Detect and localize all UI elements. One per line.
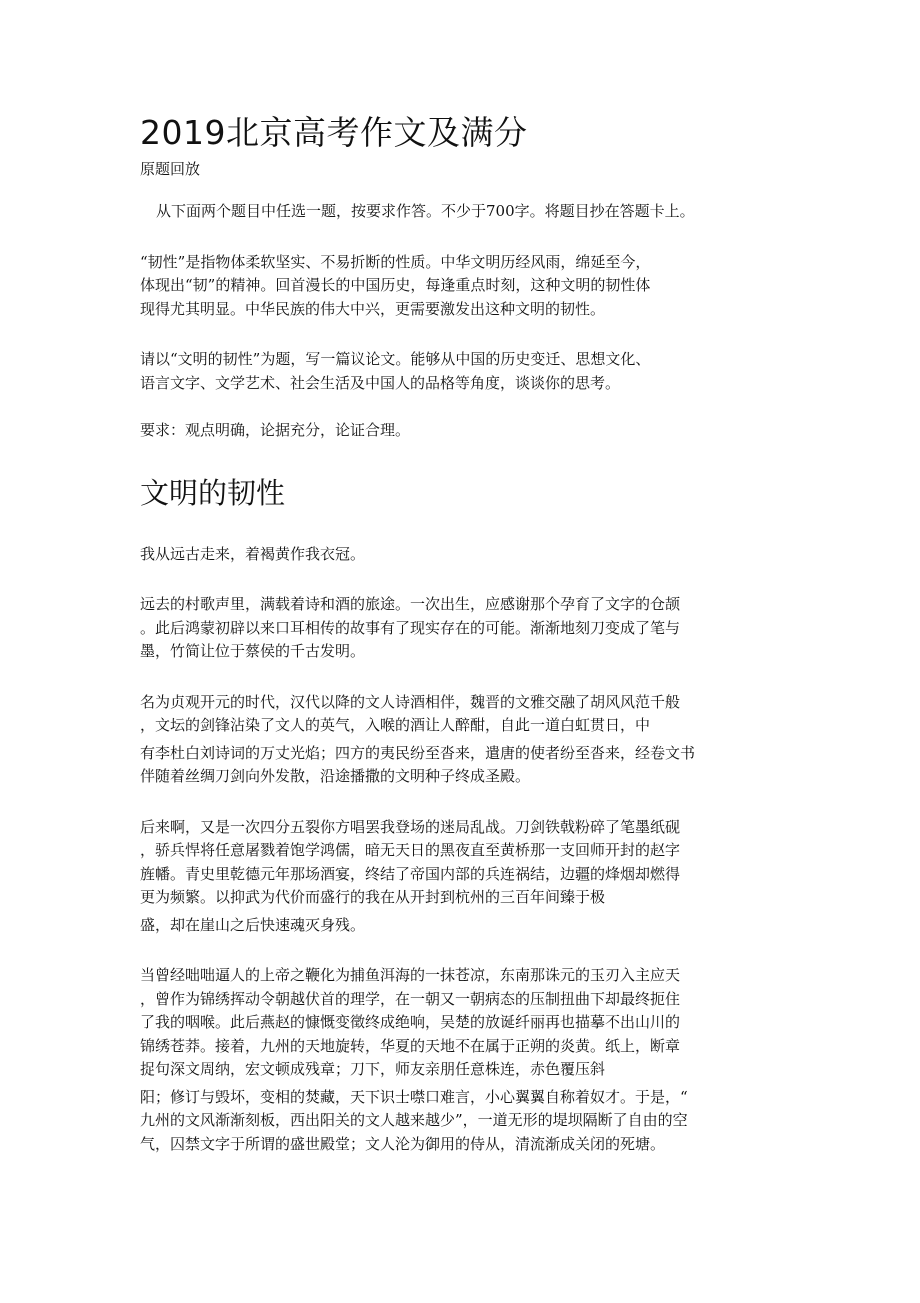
text-line: 盛，却在崖山之后快速魂灭身残。 [140, 915, 366, 934]
instruction-paragraph: 从下面两个题目中任选一题，按要求作答。不少于700字。将题目抄在答题卡上。 [156, 202, 695, 220]
text-line: 现得尤其明显。中华民族的伟大中兴，更需要激发出这种文明的韧性。 [140, 299, 606, 318]
text-line: 阳；修订与毁坏，变相的焚藏，天下识士噤口难言，小心翼翼自称着奴才。于是，“ [140, 1087, 688, 1106]
essay-paragraph-2 [140, 593, 785, 664]
text-line: 远去的村歌声里，满载着诗和酒的旅途。一次出生，应感谢那个孕育了文字的仓颉 [140, 595, 681, 613]
text-line: ，曾作为锦绣挥动令朝越伏首的理学，在一朝又一朝病态的压制扭曲下却最终扼住 [140, 989, 681, 1008]
text-line: 捉句深文周纳，宏文顿成残章；刀下，师友亲朋任意株连，赤色覆压斜 [140, 1060, 606, 1078]
prompt-paragraph-2 [140, 348, 785, 395]
text-line: 墨，竹简让位于蔡侯的千古发明。 [140, 642, 366, 660]
text-line: 了我的咽喉。此后燕赵的慷慨变徵终成绝响，吴楚的放诞纤丽再也描摹不出山川的 [140, 1013, 681, 1031]
essay-paragraph-3 [140, 691, 785, 789]
text-line: 语言文字、文学艺术、社会生活及中国人的品格等角度，谈谈你的思考。 [140, 373, 621, 392]
text-line: 体现出“韧”的精神。回首漫长的中国历史，每逢重点时刻，这种文明的韧性体 [140, 276, 651, 294]
text-line: 锦绣苍莽。接着，九州的天地旋转，华夏的天地不在属于正朔的炎黄。纸上，断章 [140, 1036, 681, 1055]
text-line: 气，囚禁文字于所谓的盛世殿堂；文人沦为御用的侍从，清流渐成关闭的死塘。 [140, 1134, 666, 1153]
essay-paragraph-1 [140, 543, 785, 567]
requirements-paragraph [140, 419, 785, 443]
prompt-paragraph-1 [140, 251, 785, 322]
text-line: 我从远古走来，着褐黄作我衣冠。 [140, 544, 366, 563]
text-line: 更为频繁。以抑武为代价而盛行的我在从开封到杭州的三百年间臻于极 [140, 888, 606, 906]
text-line: 当曾经咄咄逼人的上帝之鞭化为捕鱼洱海的一抹苍凉，东南那诛元的玉刃入主应天 [140, 966, 681, 984]
text-line: 伴随着丝绸刀剑向外发散，沿途播撒的文明种子终成圣殿。 [140, 767, 531, 785]
document-subtitle: 原题回放 [140, 160, 201, 178]
text-line: 。此后鸿蒙初辟以来口耳相传的故事有了现实存在的可能。渐渐地刻刀变成了笔与 [140, 618, 681, 637]
text-line: 后来啊，又是一次四分五裂你方唱罢我登场的迷局乱战。刀剑铁戟粉碎了笔墨纸砚 [140, 817, 681, 836]
text-line: 要求：观点明确，论据充分，论证合理。 [140, 421, 411, 439]
text-line: ，骄兵悍将任意屠戮着饱学鸿儒，暗无天日的黑夜直至黄桥那一支回师开封的赵字 [140, 841, 681, 859]
essay-title: 文明的韧性 [140, 475, 286, 510]
document-title: 2019北京高考作文及满分 [140, 113, 528, 152]
text-line: 名为贞观开元的时代，汉代以降的文人诗酒相伴，魏晋的文雅交融了胡风风范千般 [140, 692, 681, 711]
document-page [140, 112, 785, 1156]
text-line: 有李杜白刘诗词的万丈光焰；四方的夷民纷至沓来，遣唐的使者纷至沓来，经卷文书 [140, 743, 696, 762]
text-line: ，文坛的剑锋沾染了文人的英气，入喉的酒让人醉酣，自此一道白虹贯日，中 [140, 716, 651, 734]
text-line: 请以“文明的韧性”为题，写一篇议论文。能够从中国的历史变迁、思想文化、 [140, 350, 651, 368]
text-line: “韧性”是指物体柔软坚实、不易折断的性质。中华文明历经风雨，绵延至今， [140, 252, 651, 271]
text-line: 旌幡。青史里乾德元年那场酒宴，终结了帝国内部的兵连祸结，边疆的烽烟却燃得 [140, 864, 681, 883]
essay-paragraph-4 [140, 816, 785, 938]
essay-paragraph-5 [140, 964, 785, 1156]
text-line: 九州的文风渐渐刻板，西出阳关的文人越来越少”，一道无形的堤坝隔断了自由的空 [140, 1111, 688, 1129]
